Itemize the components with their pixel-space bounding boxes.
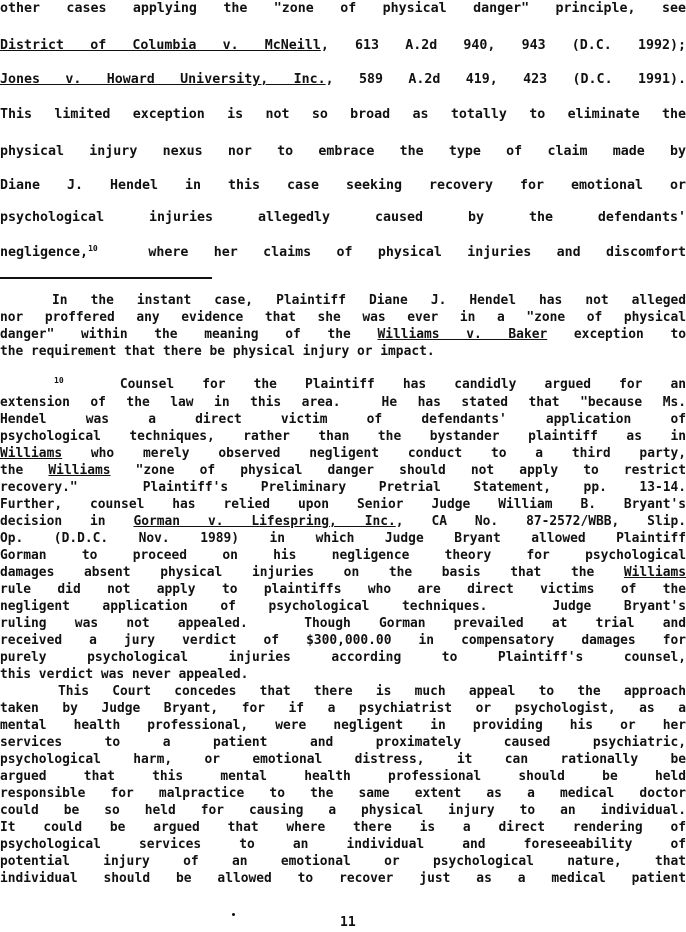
case-citation-williams: Williams v. Baker [377,327,548,342]
footnote-10-line-12 [0,567,686,580]
footnote-10-line-3: Hendel was a direct victim of defendants' application of [0,412,686,427]
body-line-5: physical injury nexus nor to embrace the type of claim made by [0,144,686,159]
footnote-10-p2-line-12: individual should be allowed to recover just as a medical patient [0,871,686,886]
footnote-text: damages absent physical injuries on the basis that the [0,565,624,580]
footnote-text: "zone of physical danger should not apply to restrict [110,463,686,478]
body-line-2 [0,39,686,52]
footnote-10-p2-line-6: argued that this mental health professional should be held [0,769,686,784]
body-line-7: psychological injuries allegedly caused by the defendants' [0,210,686,225]
footnote-text: decision in [0,514,134,529]
footnote-10-line-16: received a jury verdict of $300,000.00 in compensatory damages for [0,633,686,648]
footnote-10-line-14: negligent application of psychological techniques. Judge Bryant's [0,599,686,614]
footnote-text: Counsel for the Plaintiff has candidly argued for an [63,377,686,392]
footnote-10-line-7: recovery." Plaintiff's Preliminary Pretrial Statement, pp. 13-14. [0,480,686,495]
footnote-10-p2-line-8: could be so held for causing a physical injury to an individual. [0,803,686,818]
footnote-10-p2-line-9: It could be argued that where there is a direct rendering of [0,820,686,835]
footnote-10-line-6 [0,465,686,478]
footnote-9-line-2: nor proffered any evidence that she was ever in a "zone of physical [0,310,686,325]
footnote-text: , CA No. 87-2572/WBB, Slip. [395,514,686,529]
footnote-separator [0,277,212,279]
footnote-text: exception to [547,327,686,342]
footnote-10-p2-line-11: potential injury of an emotional or psychological nature, that [0,854,686,869]
footnote-10-p2-line-7: responsible for malpractice to the same extent as a medical doctor [0,786,686,801]
footnote-10-line-10: Op. (D.D.C. Nov. 1989) in which Judge Bryant allowed Plaintiff [0,531,686,546]
body-line-6: Diane J. Hendel in this case seeking recovery for emotional or [0,178,686,193]
citation-text: , 589 A.2d 419, 423 (D.C. 1991). [325,72,686,87]
case-citation-williams: Williams [0,446,63,461]
footnote-10-line-11: Gorman to proceed on his negligence theory for psychological [0,548,686,563]
footnote-10-line-1 [54,376,686,392]
footnote-10-line-18: this verdict was never appealed. [0,667,249,682]
footnote-10-marker: 10 [54,376,64,385]
footnote-9-line-1: In the instant case, Plaintiff Diane J. Hendel has not alleged [52,293,686,308]
footnote-marker-10: 10 [88,244,98,253]
footnote-10-line-4: psychological techniques, rather than the bystander plaintiff as in [0,429,686,444]
footnote-10-line-8: Further, counsel has relied upon Senior Judge William B. Bryant's [0,497,686,512]
footnote-10-p2-line-10: psychological services to an individual and foreseeability of [0,837,686,852]
case-citation-williams: Williams [623,565,686,580]
footnote-10-p2-line-4: services to a patient and proximately caused psychiatric, [0,735,686,750]
footnote-10-line-2: extension of the law in this area. He has stated that "because Ms. [0,395,686,410]
body-text: where her claims of physical injuries and discomfort [97,245,686,260]
case-citation-mcneill: District of Columbia v. McNeill [0,38,321,53]
footnote-10-line-17: purely psychological injuries according to Plaintiff's counsel, [0,650,686,665]
footnote-10-p2-line-2: taken by Judge Bryant, for if a psychiatrist or psychologist, as a [0,701,686,716]
body-line-1: other cases applying the "zone of physical danger" principle, see [0,1,686,16]
body-line-4: This limited exception is not so broad as totally to eliminate the [0,107,686,122]
footnote-text: danger" within the meaning of the [0,327,378,342]
footnote-10-line-9 [0,516,686,529]
footnote-10-line-13: rule did not apply to plaintiffs who are direct victims of the [0,582,686,597]
footnote-10-line-15: ruling was not appealed. Though Gorman prevailed at trial and [0,616,686,631]
case-citation-gorman: Gorman v. Lifespring, Inc. [133,514,396,529]
footnote-text: who merely observed negligent conduct to a third party, [62,446,686,461]
footnote-10-line-5 [0,448,686,461]
footnote-10-p2-line-5: psychological harm, or emotional distress, it can rationally be [0,752,686,767]
footnote-9-line-4: the requirement that there be physical injury or impact. [0,344,435,359]
scan-speck [232,913,235,916]
footnote-10-p2-line-1: This Court concedes that there is much appeal to the approach [58,684,686,699]
page-number: 11 [340,915,356,930]
footnote-text: the [0,463,49,478]
body-text: negligence, [0,245,89,260]
body-line-8 [0,246,686,259]
footnote-10-p2-line-3: mental health professional, were negligent in providing his or her [0,718,686,733]
case-citation-jones: Jones v. Howard University, Inc. [0,72,326,87]
citation-text: , 613 A.2d 940, 943 (D.C. 1992); [320,38,686,53]
body-line-3 [0,73,686,86]
case-citation-williams: Williams [48,463,111,478]
footnote-9-line-3 [0,329,686,342]
